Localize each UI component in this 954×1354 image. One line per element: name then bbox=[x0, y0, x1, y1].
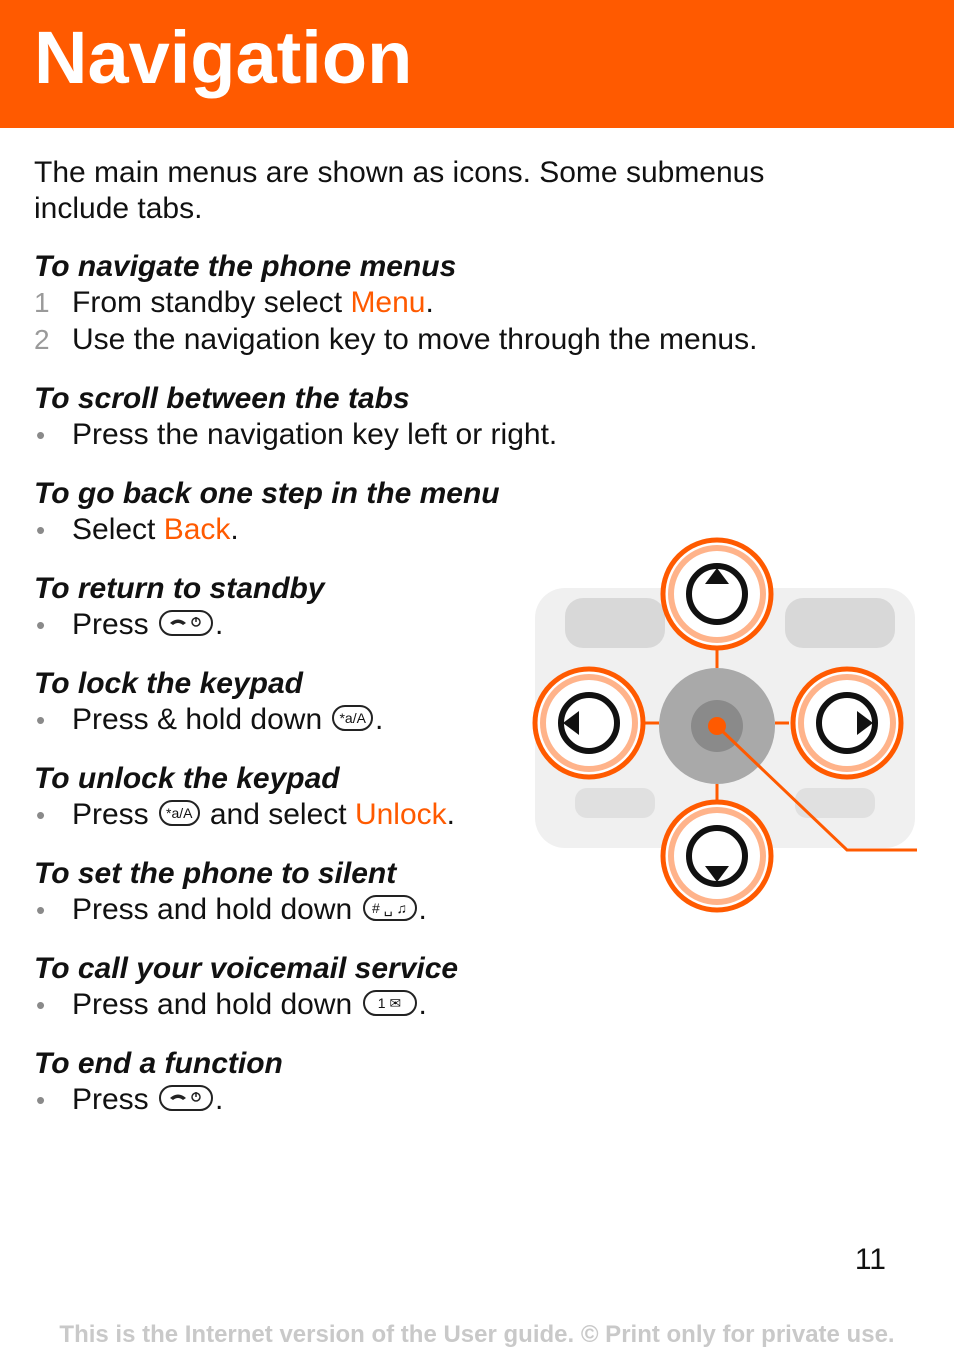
section-heading: To navigate the phone menus bbox=[34, 250, 457, 283]
item-text: Press bbox=[72, 608, 158, 641]
step-number: 2 bbox=[34, 324, 50, 355]
item-text: Press bbox=[72, 798, 158, 831]
section-heading: To end a function bbox=[34, 1047, 283, 1080]
item-text: Press and hold down bbox=[72, 988, 361, 1021]
hash-key-label: # bbox=[372, 900, 380, 917]
page-number: 11 bbox=[854, 1243, 886, 1276]
left-arrow-icon bbox=[535, 669, 643, 777]
page-header bbox=[0, 0, 954, 128]
navigation-key-illustration bbox=[525, 528, 925, 928]
step-text: Use the navigation key to move through the menus. bbox=[72, 323, 758, 356]
up-arrow-icon bbox=[663, 540, 771, 648]
step-item bbox=[34, 322, 914, 359]
bullet-item bbox=[34, 417, 914, 454]
punctuation: . bbox=[425, 286, 434, 319]
section-heading: To set the phone to silent bbox=[34, 857, 397, 890]
bullet: • bbox=[36, 420, 46, 450]
step-number: 1 bbox=[34, 287, 50, 318]
item-text: Select bbox=[72, 513, 164, 546]
bullet: • bbox=[36, 895, 46, 925]
menu-softkey-label: Menu bbox=[350, 286, 426, 319]
step-text: From standby select bbox=[72, 286, 351, 319]
step-item bbox=[34, 285, 914, 322]
hash-key-icon: # ␣ ♫ bbox=[363, 895, 417, 921]
section-heading: To unlock the keypad bbox=[34, 762, 340, 795]
end-call-key-icon bbox=[159, 1085, 213, 1111]
punctuation: . bbox=[215, 1083, 224, 1116]
section-end bbox=[34, 1046, 914, 1119]
bullet-item bbox=[34, 1082, 914, 1119]
bullet: • bbox=[36, 800, 46, 830]
item-text: Press & hold down bbox=[72, 703, 331, 736]
bullet: • bbox=[36, 705, 46, 735]
section-heading: To go back one step in the menu bbox=[34, 477, 500, 510]
one-key-label: 1 bbox=[377, 995, 386, 1012]
bullet: • bbox=[36, 990, 46, 1020]
star-key-icon: *a/A bbox=[159, 800, 199, 826]
intro-text: The main menus are shown as icons. Some submenus include tabs. bbox=[34, 156, 765, 225]
section-navigate bbox=[34, 249, 914, 359]
star-key-icon: *a/A bbox=[332, 705, 372, 731]
footer-notice: This is the Internet version of the User guide. © Print only for private use. bbox=[59, 1321, 895, 1348]
unlock-softkey-label: Unlock bbox=[354, 798, 447, 831]
bullet-item bbox=[34, 987, 914, 1024]
section-heading: To call your voicemail service bbox=[34, 952, 459, 985]
item-text: and select bbox=[201, 798, 355, 831]
section-heading: To lock the keypad bbox=[34, 667, 303, 700]
back-softkey-label: Back bbox=[163, 513, 231, 546]
center-marker-dot bbox=[708, 717, 726, 735]
section-scroll bbox=[34, 381, 914, 454]
bullet: • bbox=[36, 610, 46, 640]
end-call-key-icon bbox=[159, 610, 213, 636]
right-arrow-icon bbox=[793, 669, 901, 777]
item-text: Press bbox=[72, 1083, 158, 1116]
punctuation: . bbox=[446, 798, 455, 831]
punctuation: . bbox=[215, 608, 224, 641]
punctuation: . bbox=[374, 703, 384, 736]
one-key-icon: 1 ✉ bbox=[363, 990, 417, 1016]
item-text: Press and hold down bbox=[72, 893, 361, 926]
punctuation: . bbox=[418, 893, 427, 926]
right-softkey bbox=[785, 598, 895, 648]
item-text: Press the navigation key left or right. bbox=[72, 418, 558, 451]
page-title: Navigation bbox=[34, 16, 413, 99]
section-heading: To return to standby bbox=[34, 572, 325, 605]
keypad-key bbox=[575, 788, 655, 818]
section-voicemail bbox=[34, 951, 914, 1024]
down-arrow-icon bbox=[663, 802, 771, 910]
bullet: • bbox=[36, 515, 46, 545]
punctuation: . bbox=[418, 988, 427, 1021]
punctuation: . bbox=[230, 513, 239, 546]
section-heading: To scroll between the tabs bbox=[34, 382, 410, 415]
left-softkey bbox=[565, 598, 665, 648]
bullet: • bbox=[36, 1085, 46, 1115]
